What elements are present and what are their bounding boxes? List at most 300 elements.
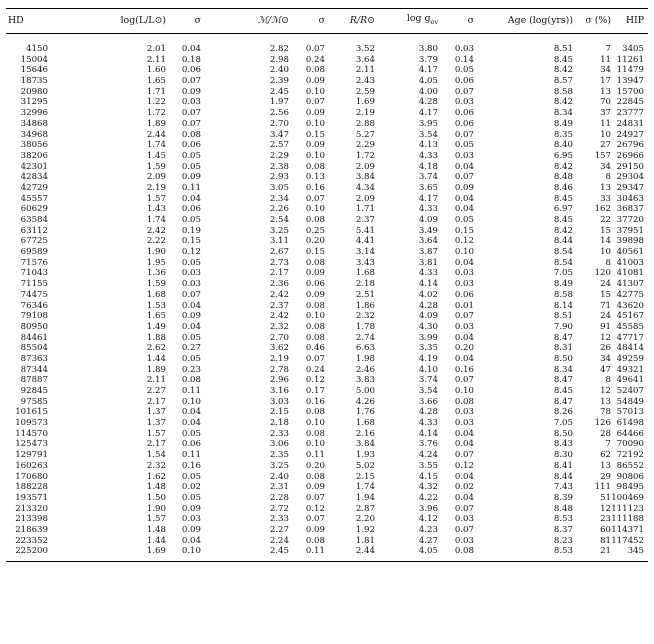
cell-hd: 129791: [15, 450, 48, 461]
cell-sigma-log-g: 0.12: [454, 236, 474, 247]
table-row: [6, 301, 648, 312]
cell-radius: 2.20: [355, 514, 375, 525]
cell-log-luminosity: 1.74: [146, 140, 166, 151]
cell-sigma-mass: 0.15: [305, 129, 325, 140]
cell-mass: 2.37: [269, 300, 289, 311]
cell-radius: 1.74: [355, 482, 375, 493]
cell-mass: 2.35: [269, 450, 289, 461]
cell-sigma-percent: 21: [573, 546, 611, 561]
cell-age: 8.48: [553, 172, 573, 183]
cell-hd: 31295: [20, 97, 48, 108]
cell-hd: 101615: [15, 407, 48, 418]
cell-sigma-mass: 0.07: [305, 353, 325, 364]
cell-hd: 85504: [20, 343, 48, 354]
cell-hd: 193571: [15, 492, 48, 503]
cell-sigma-luminosity: 0.02: [181, 482, 201, 493]
cell-sigma-luminosity: 0.03: [181, 279, 201, 290]
table-row: [6, 65, 648, 76]
cell-hip: 24927: [616, 129, 644, 140]
cell-hip: 29150: [616, 161, 644, 172]
cell-hd: 15004: [20, 54, 48, 65]
cell-radius: 1.78: [355, 321, 375, 332]
cell-sigma-luminosity: 0.18: [181, 54, 201, 65]
cell-mass: 2.24: [269, 535, 289, 546]
cell-hip: 70090: [616, 439, 644, 450]
cell-hip: 23777: [616, 108, 644, 119]
cell-sigma-percent: 12: [600, 332, 611, 343]
cell-sigma-luminosity: 0.04: [181, 193, 201, 204]
cell-log-g: 4.30: [418, 321, 438, 332]
cell-mass: 3.06: [269, 439, 289, 450]
cell-hip: 29304: [616, 172, 644, 183]
cell-log-luminosity: 1.71: [146, 86, 166, 97]
cell-hip: 13947: [616, 76, 644, 87]
cell-radius: 1.98: [355, 353, 375, 364]
cell-mass: 2.78: [269, 364, 289, 375]
table-row: [6, 333, 648, 344]
cell-log-luminosity: 1.57: [146, 428, 166, 439]
cell-hip: 24831: [616, 118, 644, 129]
cell-log-g: 3.74: [418, 172, 438, 183]
cell-sigma-luminosity: 0.04: [181, 300, 201, 311]
cell-sigma-log-g: 0.04: [454, 161, 474, 172]
cell-age: 7.05: [553, 418, 573, 429]
cell-log-luminosity: 2.11: [146, 375, 166, 386]
cell-sigma-percent: 111: [594, 482, 611, 493]
cell-radius: 2.87: [355, 503, 375, 514]
cell-sigma-mass: 0.11: [289, 546, 325, 561]
cell-log-g: 4.17: [418, 193, 438, 204]
cell-log-luminosity: 1.48: [146, 482, 166, 493]
cell-log-g: 4.05: [418, 76, 438, 87]
cell-radius: 2.74: [355, 332, 375, 343]
cell-sigma-luminosity: 0.03: [181, 268, 201, 279]
cell-sigma-log-g: 0.03: [454, 279, 474, 290]
cell-log-g: 3.76: [418, 439, 438, 450]
cell-mass: 2.19: [269, 353, 289, 364]
cell-hip: 48414: [616, 343, 644, 354]
cell-hip: 40561: [616, 247, 644, 258]
cell-mass: 2.56: [269, 108, 289, 119]
cell-mass: 3.03: [269, 396, 289, 407]
cell-log-luminosity: 2.32: [146, 460, 166, 471]
cell-sigma-log-g: 0.03: [454, 321, 474, 332]
cell-sigma-mass: 0.09: [305, 289, 325, 300]
cell-radius: 2.18: [355, 279, 375, 290]
cell-sigma-mass: 0.08: [305, 332, 325, 343]
cell-log-g: 3.55: [418, 460, 438, 471]
cell-sigma-log-g: 0.03: [454, 514, 474, 525]
cell-sigma-mass: 0.08: [305, 535, 325, 546]
cell-hip: 11261: [616, 54, 644, 65]
cell-log-luminosity: 1.53: [146, 300, 166, 311]
cell-mass: 2.39: [269, 76, 289, 87]
cell-sigma-log-g: 0.08: [454, 396, 474, 407]
cell-hip: 114371: [611, 524, 644, 535]
cell-sigma-luminosity: 0.06: [181, 439, 201, 450]
cell-hd: 92845: [20, 386, 48, 397]
cell-hip: 11479: [616, 65, 644, 76]
cell-sigma-percent: 11: [600, 118, 611, 129]
cell-log-luminosity: 1.36: [146, 268, 166, 279]
cell-hip: 54849: [616, 396, 644, 407]
cell-mass: 2.31: [269, 482, 289, 493]
cell-sigma-percent: 10: [600, 129, 611, 140]
cell-sigma-percent: 13: [600, 396, 611, 407]
cell-sigma-log-g: 0.03: [454, 407, 474, 418]
cell-sigma-log-g: 0.14: [454, 54, 474, 65]
cell-hd: 188228: [15, 482, 48, 493]
cell-hd: 74475: [20, 289, 48, 300]
cell-sigma-luminosity: 0.05: [181, 150, 201, 161]
cell-hip: 37951: [616, 225, 644, 236]
cell-log-g: 4.33: [418, 150, 438, 161]
cell-mass: 3.11: [269, 236, 289, 247]
cell-sigma-mass: 0.06: [305, 279, 325, 290]
cell-sigma-luminosity: 0.05: [181, 492, 201, 503]
cell-sigma-luminosity: 0.03: [181, 514, 201, 525]
cell-log-g: 4.33: [418, 204, 438, 215]
cell-mass: 2.33: [269, 514, 289, 525]
cell-sigma-percent: 81: [600, 535, 611, 546]
cell-sigma-log-g: 0.07: [454, 450, 474, 461]
cell-sigma-log-g: 0.03: [454, 418, 474, 429]
cell-sigma-mass: 0.10: [305, 204, 325, 215]
table-row: [6, 461, 648, 472]
cell-hip: 30463: [616, 193, 644, 204]
cell-sigma-log-g: 0.04: [454, 332, 474, 343]
cell-mass: 2.72: [269, 503, 289, 514]
cell-radius: 1.68: [355, 418, 375, 429]
cell-age: 8.42: [553, 225, 573, 236]
header-sigma-mass: σ: [318, 14, 325, 26]
header-radius: [325, 9, 375, 34]
cell-hd: 45557: [20, 193, 48, 204]
cell-hd: 87887: [20, 375, 48, 386]
cell-hip: 117452: [611, 535, 644, 546]
cell-hd: 80950: [20, 321, 48, 332]
table-row: [6, 482, 648, 493]
cell-hd: 213320: [15, 503, 48, 514]
cell-radius: 2.09: [355, 193, 375, 204]
cell-mass: 2.34: [269, 193, 289, 204]
header-sigma-log-g: σ: [467, 14, 474, 26]
table-row: [6, 397, 648, 408]
cell-hd: 42834: [20, 172, 48, 183]
cell-sigma-mass: 0.08: [305, 257, 325, 268]
cell-log-g: 4.33: [418, 268, 438, 279]
cell-sigma-mass: 0.08: [305, 300, 325, 311]
cell-mass: 2.57: [269, 140, 289, 151]
cell-sigma-percent: 28: [600, 428, 611, 439]
header-sigma-luminosity: σ: [194, 14, 201, 26]
cell-age: 8.34: [553, 108, 573, 119]
cell-sigma-mass: 0.24: [305, 364, 325, 375]
cell-mass: 2.40: [269, 65, 289, 76]
cell-age: 8.26: [553, 407, 573, 418]
table-header: [6, 9, 648, 45]
header-row: [6, 9, 648, 34]
cell-hd: 63112: [20, 225, 48, 236]
cell-hip: 47717: [616, 332, 644, 343]
header-mass-text: ℳ/ℳ⊙: [257, 14, 289, 26]
cell-radius: 1.94: [355, 492, 375, 503]
cell-log-luminosity: 2.22: [146, 236, 166, 247]
cell-log-luminosity: 1.89: [146, 118, 166, 129]
header-log-g-subscript: ev: [430, 18, 438, 27]
cell-mass: 2.15: [269, 407, 289, 418]
cell-sigma-log-g: 0.16: [454, 364, 474, 375]
cell-age: 8.37: [553, 524, 573, 535]
table-row: [6, 162, 648, 173]
cell-sigma-log-g: 0.03: [454, 44, 474, 55]
cell-age: 8.43: [553, 439, 573, 450]
cell-log-g: 4.19: [418, 353, 438, 364]
cell-log-luminosity: 2.11: [146, 54, 166, 65]
cell-mass: 3.25: [269, 225, 289, 236]
cell-radius: 1.69: [355, 97, 375, 108]
table-row: [6, 375, 648, 386]
cell-sigma-mass: 0.07: [305, 514, 325, 525]
cell-sigma-luminosity: 0.05: [181, 257, 201, 268]
cell-sigma-log-g: 0.03: [454, 97, 474, 108]
cell-sigma-luminosity: 0.08: [181, 375, 201, 386]
cell-age: 6.97: [553, 204, 573, 215]
cell-hd: 15646: [20, 65, 48, 76]
cell-radius: 5.27: [355, 129, 375, 140]
cell-log-luminosity: 1.44: [146, 353, 166, 364]
table-row: [6, 450, 648, 461]
table-row: [6, 183, 648, 194]
cell-sigma-luminosity: 0.11: [181, 450, 201, 461]
table-row: [6, 194, 648, 205]
cell-sigma-luminosity: 0.23: [181, 364, 201, 375]
cell-hd: 60629: [20, 204, 48, 215]
header-hd: HD: [8, 14, 24, 26]
cell-sigma-luminosity: 0.08: [181, 129, 201, 140]
cell-age: 8.31: [553, 343, 573, 354]
cell-log-luminosity: 1.45: [146, 150, 166, 161]
cell-age: 8.57: [553, 76, 573, 87]
cell-sigma-mass: 0.09: [305, 108, 325, 119]
cell-sigma-log-g: 0.03: [454, 268, 474, 279]
cell-sigma-percent: 70: [600, 97, 611, 108]
table-row: [6, 311, 648, 322]
cell-radius: 4.34: [355, 182, 375, 193]
cell-sigma-log-g: 0.06: [454, 76, 474, 87]
cell-hd: 87363: [20, 353, 48, 364]
cell-sigma-log-g: 0.05: [454, 140, 474, 151]
cell-sigma-percent: 8: [605, 172, 611, 183]
cell-radius: 2.59: [355, 86, 375, 97]
cell-radius: 2.19: [355, 108, 375, 119]
cell-hip: 90806: [616, 471, 644, 482]
table-row: [6, 236, 648, 247]
cell-log-g: 4.00: [418, 86, 438, 97]
cell-log-luminosity: 1.59: [146, 161, 166, 172]
cell-sigma-percent: 22: [600, 215, 611, 226]
cell-log-luminosity: 2.27: [146, 386, 166, 397]
cell-sigma-luminosity: 0.11: [181, 182, 201, 193]
cell-sigma-log-g: 0.06: [454, 118, 474, 129]
cell-sigma-luminosity: 0.07: [181, 118, 201, 129]
cell-age: 8.54: [553, 257, 573, 268]
cell-log-luminosity: 1.68: [146, 289, 166, 300]
cell-sigma-mass: 0.10: [305, 86, 325, 97]
cell-mass: 2.70: [269, 332, 289, 343]
table-row: [6, 472, 648, 483]
cell-log-g: 4.24: [418, 450, 438, 461]
cell-hip: 41081: [616, 268, 644, 279]
header-log-g: [375, 9, 438, 34]
table-row: [6, 514, 648, 525]
cell-age: 6.95: [553, 150, 573, 161]
cell-sigma-percent: 126: [594, 418, 611, 429]
table-row: [6, 119, 648, 130]
cell-sigma-luminosity: 0.10: [181, 396, 201, 407]
cell-mass: 2.98: [269, 54, 289, 65]
cell-sigma-mass: 0.09: [305, 268, 325, 279]
cell-sigma-log-g: 0.07: [454, 172, 474, 183]
cell-sigma-mass: 0.07: [305, 492, 325, 503]
cell-sigma-percent: 27: [600, 140, 611, 151]
cell-sigma-percent: 13: [600, 460, 611, 471]
table-row: [6, 429, 648, 440]
cell-hip: 42775: [616, 289, 644, 300]
cell-log-luminosity: 1.69: [48, 546, 166, 561]
cell-log-luminosity: 2.62: [146, 343, 166, 354]
cell-sigma-log-g: 0.05: [454, 65, 474, 76]
cell-sigma-log-g: 0.04: [454, 428, 474, 439]
cell-sigma-luminosity: 0.07: [181, 76, 201, 87]
cell-hd: 4150: [26, 44, 48, 55]
cell-age: 8.47: [553, 396, 573, 407]
cell-radius: 1.86: [355, 300, 375, 311]
cell-mass: 2.93: [269, 172, 289, 183]
cell-hd: 97585: [20, 396, 48, 407]
cell-sigma-mass: 0.08: [305, 161, 325, 172]
cell-radius: 2.09: [355, 161, 375, 172]
table-row: [6, 258, 648, 269]
table-row: [6, 226, 648, 237]
cell-log-luminosity: 1.50: [146, 492, 166, 503]
cell-sigma-luminosity: 0.12: [181, 247, 201, 258]
cell-sigma-log-g: 0.07: [454, 524, 474, 535]
cell-sigma-mass: 0.09: [305, 140, 325, 151]
cell-sigma-percent: 51: [600, 492, 611, 503]
cell-hip: 72192: [616, 450, 644, 461]
cell-age: 8.49: [553, 118, 573, 129]
cell-hip: 36837: [616, 204, 644, 215]
cell-hip: 22845: [616, 97, 644, 108]
cell-mass: 2.42: [269, 311, 289, 322]
cell-radius: 3.52: [355, 44, 375, 55]
cell-hip: 61498: [616, 418, 644, 429]
cell-sigma-luminosity: 0.27: [181, 343, 201, 354]
cell-hip: 41003: [616, 257, 644, 268]
cell-hd: 34868: [20, 118, 48, 129]
cell-radius: 5.00: [355, 386, 375, 397]
cell-sigma-luminosity: 0.04: [181, 535, 201, 546]
cell-hd: 18735: [20, 76, 48, 87]
cell-log-g: 4.17: [418, 65, 438, 76]
cell-radius: 6.63: [355, 343, 375, 354]
cell-sigma-luminosity: 0.10: [166, 546, 201, 561]
cell-sigma-mass: 0.10: [305, 150, 325, 161]
cell-sigma-percent: 71: [600, 300, 611, 311]
cell-log-g: 4.05: [375, 546, 438, 561]
cell-radius: 2.15: [355, 471, 375, 482]
cell-radius: 2.51: [355, 289, 375, 300]
cell-log-luminosity: 1.72: [146, 108, 166, 119]
cell-log-g: 4.09: [418, 311, 438, 322]
cell-hd: 71043: [20, 268, 48, 279]
cell-log-luminosity: 1.60: [146, 65, 166, 76]
cell-sigma-percent: 29: [600, 471, 611, 482]
cell-log-luminosity: 1.65: [146, 311, 166, 322]
cell-log-g: 4.02: [418, 289, 438, 300]
cell-sigma-mass: 0.07: [305, 44, 325, 55]
cell-log-luminosity: 1.49: [146, 321, 166, 332]
cell-hd: 32996: [20, 108, 48, 119]
cell-log-g: 3.64: [418, 236, 438, 247]
cell-sigma-mass: 0.08: [305, 215, 325, 226]
cell-age: 8.42: [553, 97, 573, 108]
cell-mass: 3.62: [269, 343, 289, 354]
cell-hd: 225200: [6, 546, 48, 561]
cell-mass: 2.67: [269, 247, 289, 258]
cell-mass: 2.32: [269, 321, 289, 332]
table-row: [6, 215, 648, 226]
cell-radius: 3.64: [355, 54, 375, 65]
cell-sigma-log-g: 0.12: [454, 460, 474, 471]
cell-log-luminosity: 1.59: [146, 279, 166, 290]
cell-radius: 1.93: [355, 450, 375, 461]
table-row: [6, 504, 648, 515]
table-row: [6, 343, 648, 354]
cell-sigma-percent: 23: [600, 514, 611, 525]
cell-sigma-percent: 33: [600, 193, 611, 204]
cell-log-luminosity: 2.01: [146, 44, 166, 55]
cell-log-g: 4.32: [418, 482, 438, 493]
cell-sigma-mass: 0.09: [305, 524, 325, 535]
cell-age: 7.43: [553, 482, 573, 493]
cell-hip: 39898: [616, 236, 644, 247]
cell-hip: 26796: [616, 140, 644, 151]
table-row: [6, 108, 648, 119]
cell-hip: 100469: [611, 492, 644, 503]
cell-hd: 109573: [15, 418, 48, 429]
cell-age: 8.42: [553, 65, 573, 76]
cell-hd: 38056: [20, 140, 48, 151]
cell-age: 7.05: [553, 268, 573, 279]
cell-sigma-mass: 0.08: [305, 65, 325, 76]
cell-sigma-mass: 0.09: [305, 76, 325, 87]
cell-log-luminosity: 2.44: [146, 129, 166, 140]
cell-sigma-percent: 24: [600, 311, 611, 322]
cell-sigma-percent: 14: [600, 236, 611, 247]
cell-log-luminosity: 1.65: [146, 76, 166, 87]
cell-log-luminosity: 2.19: [146, 182, 166, 193]
cell-log-g: 3.35: [418, 343, 438, 354]
cell-sigma-percent: 34: [600, 161, 611, 172]
cell-hip: 57013: [616, 407, 644, 418]
table-row: [6, 55, 648, 66]
cell-sigma-log-g: 0.04: [454, 204, 474, 215]
cell-sigma-log-g: 0.20: [454, 343, 474, 354]
cell-log-luminosity: 1.88: [146, 332, 166, 343]
cell-mass: 2.18: [269, 418, 289, 429]
